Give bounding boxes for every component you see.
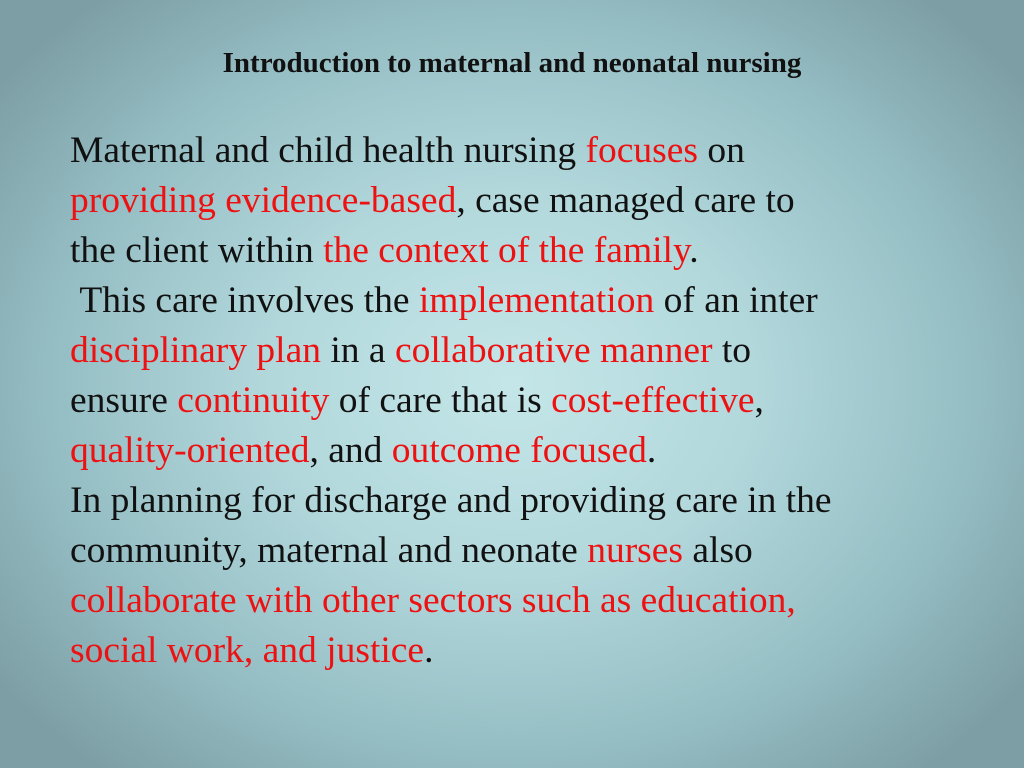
body-line	[70, 576, 970, 626]
body-text-segment: on	[697, 130, 745, 171]
highlighted-phrase: quality-oriented	[70, 430, 310, 471]
body-text-segment: In planning for discharge and providing care in the	[70, 480, 832, 521]
body-text-segment: ,	[754, 380, 764, 421]
highlighted-phrase: collaborative manner	[394, 330, 713, 371]
body-line	[70, 626, 970, 676]
body-text-segment: , case managed care to	[456, 180, 795, 221]
body-line	[70, 276, 970, 326]
body-text-segment: community, maternal and neonate	[70, 530, 588, 571]
body-text-segment: to	[712, 330, 752, 371]
slide-body	[70, 126, 970, 676]
highlighted-phrase: the context of the family	[323, 230, 690, 271]
body-line	[70, 326, 970, 376]
highlighted-phrase: social work, and justice	[70, 630, 425, 671]
body-text-segment: ensure	[70, 380, 178, 421]
body-line	[70, 376, 970, 426]
highlighted-phrase: nurses	[587, 530, 684, 571]
body-text-segment: the client within	[70, 230, 324, 271]
highlighted-phrase: focuses	[585, 130, 698, 171]
slide-title: Introduction to maternal and neonatal nursing	[222, 47, 802, 79]
highlighted-phrase: collaborate with other sectors such as education,	[70, 580, 796, 621]
body-text-segment: .	[646, 430, 657, 471]
body-text-segment: .	[424, 630, 434, 671]
body-text-segment: .	[689, 230, 699, 271]
body-text-segment: in a	[320, 330, 395, 371]
highlighted-phrase: outcome focused	[391, 430, 647, 471]
body-text-segment: Maternal and child health nursing	[70, 130, 586, 171]
body-text-segment: also	[683, 530, 753, 571]
highlighted-phrase: providing evidence-based	[70, 180, 457, 221]
body-line	[70, 226, 970, 276]
highlighted-phrase: implementation	[418, 280, 655, 321]
body-text-segment: This care involves the	[70, 280, 419, 321]
highlighted-phrase: continuity	[177, 380, 330, 421]
highlighted-phrase: cost-effective	[551, 380, 755, 421]
highlighted-phrase: disciplinary plan	[70, 330, 321, 371]
body-line	[70, 476, 970, 526]
body-line	[70, 176, 970, 226]
body-line	[70, 126, 970, 176]
body-line	[70, 426, 970, 476]
body-text-segment: , and	[309, 430, 392, 471]
body-text-segment: of care that is	[329, 380, 552, 421]
body-line	[70, 526, 970, 576]
body-text-segment: of an inter	[654, 280, 818, 321]
